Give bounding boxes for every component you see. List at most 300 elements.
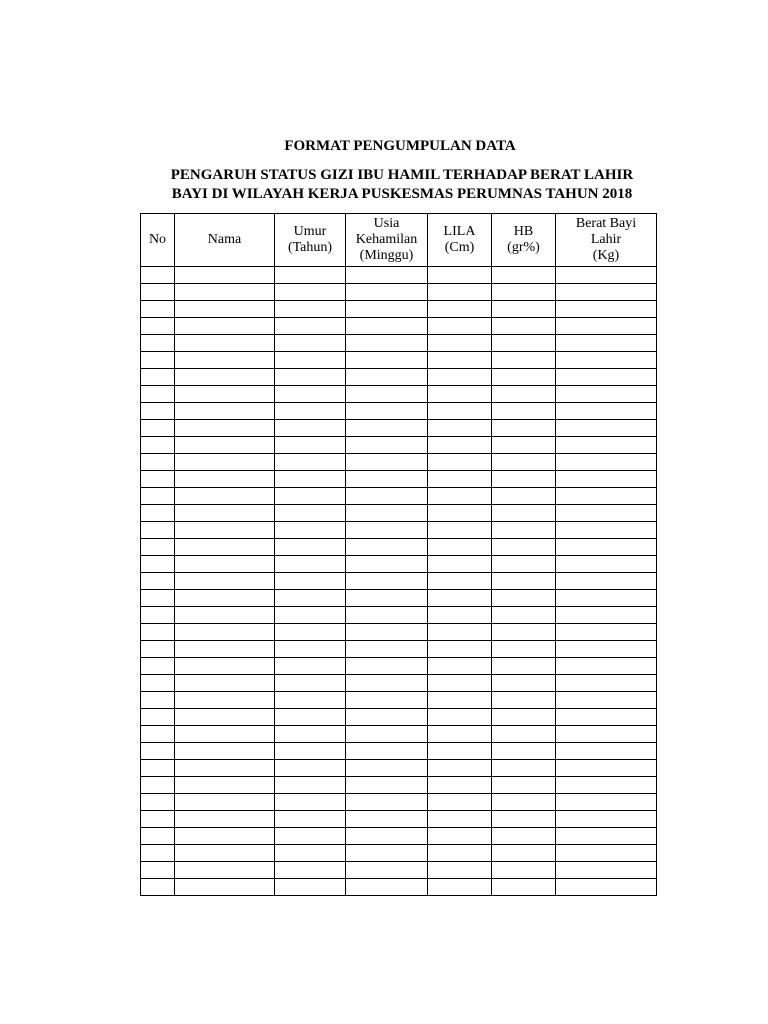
table-row (141, 760, 657, 777)
table-cell-nama[interactable] (175, 692, 275, 709)
table-cell-umur[interactable] (275, 675, 346, 692)
table-cell-usia-kehamilan[interactable] (346, 573, 428, 590)
table-row (141, 420, 657, 437)
table-cell-nama[interactable] (175, 709, 275, 726)
table-cell-berat-bayi-lahir[interactable] (556, 369, 657, 386)
table-cell-usia-kehamilan[interactable] (346, 777, 428, 794)
table-cell-no[interactable] (141, 709, 175, 726)
table-cell-no[interactable] (141, 335, 175, 352)
table-cell-nama[interactable] (175, 675, 275, 692)
table-cell-lila[interactable] (428, 590, 492, 607)
table-cell-usia-kehamilan[interactable] (346, 828, 428, 845)
table-row (141, 437, 657, 454)
table-cell-usia-kehamilan[interactable] (346, 658, 428, 675)
table-cell-nama[interactable] (175, 369, 275, 386)
table-cell-lila[interactable] (428, 301, 492, 318)
table-cell-nama[interactable] (175, 556, 275, 573)
table-row (141, 828, 657, 845)
table-cell-berat-bayi-lahir[interactable] (556, 811, 657, 828)
table-cell-no[interactable] (141, 437, 175, 454)
table-row (141, 777, 657, 794)
table-cell-lila[interactable] (428, 675, 492, 692)
table-cell-nama[interactable] (175, 828, 275, 845)
table-cell-lila[interactable] (428, 624, 492, 641)
table-cell-no[interactable] (141, 539, 175, 556)
table-cell-umur[interactable] (275, 828, 346, 845)
table-cell-nama[interactable] (175, 488, 275, 505)
table-cell-umur[interactable] (275, 284, 346, 301)
table-cell-usia-kehamilan[interactable] (346, 420, 428, 437)
table-cell-umur[interactable] (275, 522, 346, 539)
table-row (141, 369, 657, 386)
table-cell-nama[interactable] (175, 845, 275, 862)
table-cell-berat-bayi-lahir[interactable] (556, 828, 657, 845)
table-cell-no[interactable] (141, 267, 175, 284)
table-cell-berat-bayi-lahir[interactable] (556, 879, 657, 896)
table-row (141, 658, 657, 675)
table-cell-usia-kehamilan[interactable] (346, 607, 428, 624)
table-cell-usia-kehamilan[interactable] (346, 488, 428, 505)
table-cell-nama[interactable] (175, 573, 275, 590)
table-cell-lila[interactable] (428, 760, 492, 777)
table-cell-nama[interactable] (175, 743, 275, 760)
table-cell-umur[interactable] (275, 556, 346, 573)
header-usia-kehamilan: Usia Kehamilan (Minggu) (346, 214, 428, 267)
table-cell-lila[interactable] (428, 522, 492, 539)
table-cell-no[interactable] (141, 386, 175, 403)
table-cell-usia-kehamilan[interactable] (346, 556, 428, 573)
table-cell-hb[interactable] (492, 335, 556, 352)
table-cell-hb[interactable] (492, 709, 556, 726)
table-cell-lila[interactable] (428, 488, 492, 505)
table-cell-lila[interactable] (428, 845, 492, 862)
table-cell-hb[interactable] (492, 828, 556, 845)
table-cell-usia-kehamilan[interactable] (346, 811, 428, 828)
table-cell-lila[interactable] (428, 454, 492, 471)
table-row (141, 675, 657, 692)
table-cell-hb[interactable] (492, 726, 556, 743)
table-cell-no[interactable] (141, 522, 175, 539)
table-cell-berat-bayi-lahir[interactable] (556, 471, 657, 488)
data-collection-table (140, 213, 657, 896)
table-cell-berat-bayi-lahir[interactable] (556, 335, 657, 352)
table-cell-lila[interactable] (428, 471, 492, 488)
table-cell-umur[interactable] (275, 590, 346, 607)
table-cell-umur[interactable] (275, 335, 346, 352)
table-cell-usia-kehamilan[interactable] (346, 284, 428, 301)
table-header-row (141, 214, 657, 267)
table-cell-no[interactable] (141, 369, 175, 386)
table-cell-no[interactable] (141, 879, 175, 896)
table-cell-berat-bayi-lahir[interactable] (556, 403, 657, 420)
table-cell-no[interactable] (141, 352, 175, 369)
table-cell-nama[interactable] (175, 386, 275, 403)
table-cell-lila[interactable] (428, 828, 492, 845)
table-cell-usia-kehamilan[interactable] (346, 743, 428, 760)
table-cell-lila[interactable] (428, 556, 492, 573)
table-cell-hb[interactable] (492, 403, 556, 420)
table-row (141, 556, 657, 573)
table-cell-umur[interactable] (275, 607, 346, 624)
table-cell-usia-kehamilan[interactable] (346, 641, 428, 658)
table-cell-usia-kehamilan[interactable] (346, 726, 428, 743)
table-cell-usia-kehamilan[interactable] (346, 335, 428, 352)
table-cell-hb[interactable] (492, 607, 556, 624)
table-row (141, 811, 657, 828)
table-cell-hb[interactable] (492, 505, 556, 522)
table-cell-no[interactable] (141, 794, 175, 811)
table-cell-lila[interactable] (428, 420, 492, 437)
table-cell-no[interactable] (141, 811, 175, 828)
table-cell-berat-bayi-lahir[interactable] (556, 301, 657, 318)
table-cell-hb[interactable] (492, 318, 556, 335)
table-cell-berat-bayi-lahir[interactable] (556, 743, 657, 760)
table-row (141, 403, 657, 420)
table-cell-lila[interactable] (428, 335, 492, 352)
table-cell-umur[interactable] (275, 624, 346, 641)
table-cell-usia-kehamilan[interactable] (346, 692, 428, 709)
table-cell-berat-bayi-lahir[interactable] (556, 352, 657, 369)
table-cell-umur[interactable] (275, 692, 346, 709)
table-cell-umur[interactable] (275, 454, 346, 471)
table-cell-usia-kehamilan[interactable] (346, 709, 428, 726)
table-cell-lila[interactable] (428, 607, 492, 624)
table-cell-berat-bayi-lahir[interactable] (556, 488, 657, 505)
table-cell-berat-bayi-lahir[interactable] (556, 607, 657, 624)
table-cell-berat-bayi-lahir[interactable] (556, 675, 657, 692)
table-cell-umur[interactable] (275, 386, 346, 403)
table-cell-berat-bayi-lahir[interactable] (556, 641, 657, 658)
table-cell-no[interactable] (141, 420, 175, 437)
table-cell-berat-bayi-lahir[interactable] (556, 777, 657, 794)
table-cell-no[interactable] (141, 284, 175, 301)
table-cell-umur[interactable] (275, 760, 346, 777)
table-cell-hb[interactable] (492, 539, 556, 556)
table-cell-umur[interactable] (275, 709, 346, 726)
table-cell-lila[interactable] (428, 811, 492, 828)
table-cell-no[interactable] (141, 658, 175, 675)
table-cell-umur[interactable] (275, 352, 346, 369)
table-row (141, 318, 657, 335)
table-cell-nama[interactable] (175, 437, 275, 454)
table-cell-nama[interactable] (175, 811, 275, 828)
table-cell-hb[interactable] (492, 352, 556, 369)
table-cell-no[interactable] (141, 318, 175, 335)
table-cell-hb[interactable] (492, 879, 556, 896)
table-cell-nama[interactable] (175, 624, 275, 641)
table-row (141, 301, 657, 318)
table-row (141, 692, 657, 709)
table-cell-berat-bayi-lahir[interactable] (556, 539, 657, 556)
table-cell-no[interactable] (141, 845, 175, 862)
table-cell-nama[interactable] (175, 284, 275, 301)
table-cell-lila[interactable] (428, 352, 492, 369)
table-cell-hb[interactable] (492, 454, 556, 471)
table-cell-hb[interactable] (492, 301, 556, 318)
table-cell-usia-kehamilan[interactable] (346, 267, 428, 284)
table-cell-no[interactable] (141, 488, 175, 505)
table-cell-lila[interactable] (428, 794, 492, 811)
table-cell-usia-kehamilan[interactable] (346, 352, 428, 369)
table-cell-berat-bayi-lahir[interactable] (556, 590, 657, 607)
table-cell-nama[interactable] (175, 471, 275, 488)
table-cell-umur[interactable] (275, 862, 346, 879)
table-cell-no[interactable] (141, 590, 175, 607)
table-cell-berat-bayi-lahir[interactable] (556, 862, 657, 879)
table-cell-nama[interactable] (175, 760, 275, 777)
table-cell-umur[interactable] (275, 420, 346, 437)
table-cell-lila[interactable] (428, 505, 492, 522)
table-cell-berat-bayi-lahir[interactable] (556, 522, 657, 539)
table-cell-hb[interactable] (492, 624, 556, 641)
table-cell-berat-bayi-lahir[interactable] (556, 454, 657, 471)
table-cell-berat-bayi-lahir[interactable] (556, 318, 657, 335)
table-cell-lila[interactable] (428, 692, 492, 709)
table-cell-lila[interactable] (428, 386, 492, 403)
table-cell-umur[interactable] (275, 318, 346, 335)
table-row (141, 522, 657, 539)
table-cell-usia-kehamilan[interactable] (346, 675, 428, 692)
table-cell-nama[interactable] (175, 777, 275, 794)
table-cell-hb[interactable] (492, 437, 556, 454)
document-title: FORMAT PENGUMPULAN DATA (284, 138, 516, 154)
table-cell-nama[interactable] (175, 454, 275, 471)
header-no: No (141, 214, 175, 267)
table-cell-usia-kehamilan[interactable] (346, 522, 428, 539)
document-subtitle (162, 166, 642, 204)
table-cell-no[interactable] (141, 505, 175, 522)
table-cell-lila[interactable] (428, 743, 492, 760)
table-cell-no[interactable] (141, 675, 175, 692)
table-cell-berat-bayi-lahir[interactable] (556, 624, 657, 641)
table-cell-hb[interactable] (492, 369, 556, 386)
table-cell-berat-bayi-lahir[interactable] (556, 284, 657, 301)
table-cell-hb[interactable] (492, 760, 556, 777)
table-cell-berat-bayi-lahir[interactable] (556, 420, 657, 437)
table-cell-lila[interactable] (428, 284, 492, 301)
table-cell-umur[interactable] (275, 301, 346, 318)
table-cell-usia-kehamilan[interactable] (346, 624, 428, 641)
table-cell-hb[interactable] (492, 743, 556, 760)
table-cell-nama[interactable] (175, 522, 275, 539)
table-cell-umur[interactable] (275, 369, 346, 386)
table-cell-no[interactable] (141, 726, 175, 743)
table-cell-no[interactable] (141, 454, 175, 471)
table-row (141, 284, 657, 301)
table-cell-nama[interactable] (175, 267, 275, 284)
table-cell-berat-bayi-lahir[interactable] (556, 386, 657, 403)
table-cell-hb[interactable] (492, 556, 556, 573)
table-cell-nama[interactable] (175, 862, 275, 879)
table-row (141, 641, 657, 658)
table-cell-hb[interactable] (492, 811, 556, 828)
table-cell-hb[interactable] (492, 386, 556, 403)
table-cell-usia-kehamilan[interactable] (346, 879, 428, 896)
table-cell-usia-kehamilan[interactable] (346, 539, 428, 556)
table-cell-nama[interactable] (175, 590, 275, 607)
table-cell-umur[interactable] (275, 811, 346, 828)
table-cell-berat-bayi-lahir[interactable] (556, 267, 657, 284)
table-row (141, 624, 657, 641)
table-row (141, 794, 657, 811)
table-row (141, 879, 657, 896)
table-cell-usia-kehamilan[interactable] (346, 590, 428, 607)
table-cell-usia-kehamilan[interactable] (346, 301, 428, 318)
table-cell-berat-bayi-lahir[interactable] (556, 505, 657, 522)
table-cell-lila[interactable] (428, 437, 492, 454)
table-cell-nama[interactable] (175, 539, 275, 556)
table-cell-usia-kehamilan[interactable] (346, 403, 428, 420)
table-cell-lila[interactable] (428, 777, 492, 794)
table-cell-lila[interactable] (428, 403, 492, 420)
table-cell-nama[interactable] (175, 794, 275, 811)
table-cell-nama[interactable] (175, 607, 275, 624)
table-cell-umur[interactable] (275, 437, 346, 454)
table-cell-umur[interactable] (275, 641, 346, 658)
table-cell-berat-bayi-lahir[interactable] (556, 437, 657, 454)
table-cell-nama[interactable] (175, 403, 275, 420)
table-cell-hb[interactable] (492, 420, 556, 437)
table-row (141, 505, 657, 522)
table-cell-nama[interactable] (175, 505, 275, 522)
table-cell-hb[interactable] (492, 777, 556, 794)
table-cell-hb[interactable] (492, 862, 556, 879)
table-cell-nama[interactable] (175, 658, 275, 675)
table-cell-usia-kehamilan[interactable] (346, 862, 428, 879)
table-cell-usia-kehamilan[interactable] (346, 845, 428, 862)
table-cell-no[interactable] (141, 471, 175, 488)
table-cell-usia-kehamilan[interactable] (346, 471, 428, 488)
header-umur: Umur (Tahun) (275, 214, 346, 267)
table-cell-berat-bayi-lahir[interactable] (556, 556, 657, 573)
table-row (141, 590, 657, 607)
table-cell-umur[interactable] (275, 267, 346, 284)
table-row (141, 267, 657, 284)
table-cell-nama[interactable] (175, 352, 275, 369)
table-cell-lila[interactable] (428, 862, 492, 879)
table-cell-usia-kehamilan[interactable] (346, 760, 428, 777)
table-cell-hb[interactable] (492, 794, 556, 811)
table-cell-nama[interactable] (175, 420, 275, 437)
table-cell-hb[interactable] (492, 692, 556, 709)
table-cell-umur[interactable] (275, 658, 346, 675)
table-cell-umur[interactable] (275, 471, 346, 488)
table-row (141, 845, 657, 862)
table-cell-no[interactable] (141, 743, 175, 760)
table-cell-lila[interactable] (428, 573, 492, 590)
table-cell-umur[interactable] (275, 573, 346, 590)
table-body (141, 267, 657, 896)
table-cell-berat-bayi-lahir[interactable] (556, 794, 657, 811)
table-cell-no[interactable] (141, 624, 175, 641)
table-cell-hb[interactable] (492, 573, 556, 590)
table-cell-berat-bayi-lahir[interactable] (556, 760, 657, 777)
table-cell-no[interactable] (141, 777, 175, 794)
table-row (141, 386, 657, 403)
table-cell-lila[interactable] (428, 267, 492, 284)
table-cell-no[interactable] (141, 760, 175, 777)
subtitle-line-2: BAYI DI WILAYAH KERJA PUSKESMAS PERUMNAS TAHUN 2018 (171, 186, 633, 202)
table-cell-hb[interactable] (492, 522, 556, 539)
table-cell-nama[interactable] (175, 335, 275, 352)
table-cell-umur[interactable] (275, 488, 346, 505)
table-cell-hb[interactable] (492, 590, 556, 607)
table-cell-berat-bayi-lahir[interactable] (556, 845, 657, 862)
table-row (141, 709, 657, 726)
table-cell-umur[interactable] (275, 539, 346, 556)
table-cell-lila[interactable] (428, 879, 492, 896)
table-cell-lila[interactable] (428, 369, 492, 386)
table-row (141, 862, 657, 879)
table-cell-nama[interactable] (175, 318, 275, 335)
table-cell-usia-kehamilan[interactable] (346, 318, 428, 335)
table-cell-lila[interactable] (428, 539, 492, 556)
table-cell-no[interactable] (141, 301, 175, 318)
table-cell-no[interactable] (141, 403, 175, 420)
table-cell-umur[interactable] (275, 879, 346, 896)
table-cell-umur[interactable] (275, 777, 346, 794)
table-cell-berat-bayi-lahir[interactable] (556, 709, 657, 726)
table-cell-hb[interactable] (492, 641, 556, 658)
table-cell-no[interactable] (141, 828, 175, 845)
table-cell-no[interactable] (141, 862, 175, 879)
table-cell-umur[interactable] (275, 794, 346, 811)
table-cell-no[interactable] (141, 641, 175, 658)
table-cell-usia-kehamilan[interactable] (346, 386, 428, 403)
table-cell-lila[interactable] (428, 726, 492, 743)
table-cell-umur[interactable] (275, 743, 346, 760)
table-cell-hb[interactable] (492, 845, 556, 862)
table-cell-no[interactable] (141, 556, 175, 573)
table-cell-no[interactable] (141, 573, 175, 590)
table-cell-lila[interactable] (428, 658, 492, 675)
table-cell-no[interactable] (141, 607, 175, 624)
table-cell-hb[interactable] (492, 675, 556, 692)
table-cell-hb[interactable] (492, 267, 556, 284)
table-cell-lila[interactable] (428, 318, 492, 335)
table-cell-umur[interactable] (275, 726, 346, 743)
table-cell-nama[interactable] (175, 879, 275, 896)
table-cell-usia-kehamilan[interactable] (346, 369, 428, 386)
table-cell-berat-bayi-lahir[interactable] (556, 658, 657, 675)
table-cell-hb[interactable] (492, 658, 556, 675)
table-cell-nama[interactable] (175, 301, 275, 318)
table-row (141, 454, 657, 471)
table-row (141, 335, 657, 352)
table-cell-usia-kehamilan[interactable] (346, 437, 428, 454)
header-nama: Nama (175, 214, 275, 267)
table-cell-hb[interactable] (492, 284, 556, 301)
table-cell-nama[interactable] (175, 641, 275, 658)
table-cell-umur[interactable] (275, 403, 346, 420)
header-hb: HB (gr%) (492, 214, 556, 267)
table-cell-umur[interactable] (275, 845, 346, 862)
table-cell-lila[interactable] (428, 709, 492, 726)
table-cell-berat-bayi-lahir[interactable] (556, 726, 657, 743)
table-cell-hb[interactable] (492, 471, 556, 488)
table-cell-nama[interactable] (175, 726, 275, 743)
table-cell-berat-bayi-lahir[interactable] (556, 692, 657, 709)
table-cell-lila[interactable] (428, 641, 492, 658)
table-cell-usia-kehamilan[interactable] (346, 794, 428, 811)
table-row (141, 607, 657, 624)
table-cell-usia-kehamilan[interactable] (346, 454, 428, 471)
table-cell-berat-bayi-lahir[interactable] (556, 573, 657, 590)
table-cell-umur[interactable] (275, 505, 346, 522)
table-cell-hb[interactable] (492, 488, 556, 505)
table-cell-usia-kehamilan[interactable] (346, 505, 428, 522)
table-cell-no[interactable] (141, 692, 175, 709)
